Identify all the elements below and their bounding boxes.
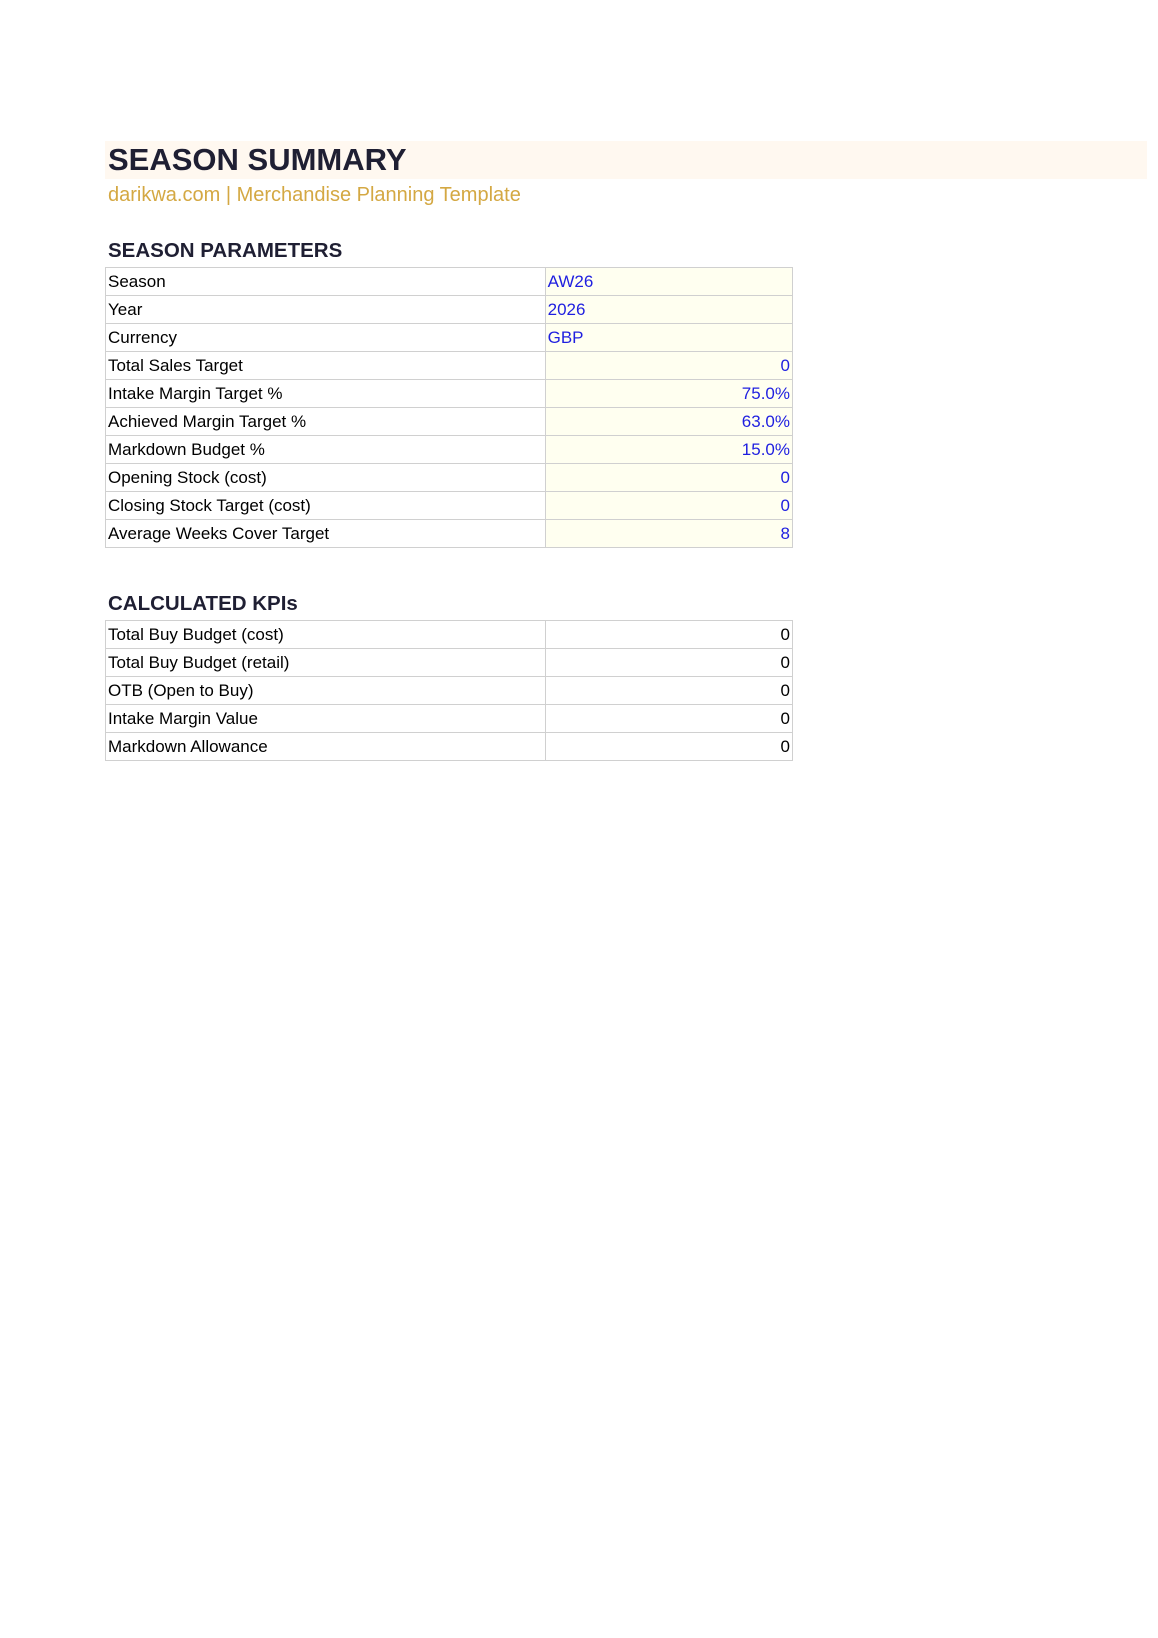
parameter-row	[106, 464, 793, 492]
calculated-kpis-table	[105, 620, 793, 761]
kpi-value-cell: 0	[545, 733, 792, 761]
parameter-row	[106, 436, 793, 464]
kpi-label: Total Buy Budget (cost)	[106, 621, 546, 649]
parameter-row	[106, 520, 793, 548]
parameter-label: Achieved Margin Target %	[106, 408, 546, 436]
parameter-label: Currency	[106, 324, 546, 352]
season-parameters-table	[105, 267, 793, 548]
parameter-input-cell[interactable]: 2026	[545, 296, 792, 324]
parameter-label: Markdown Budget %	[106, 436, 546, 464]
parameter-row	[106, 324, 793, 352]
page-title: SEASON SUMMARY	[108, 142, 407, 177]
parameter-input-cell[interactable]: 8	[545, 520, 792, 548]
parameter-row	[106, 268, 793, 296]
kpi-value-cell: 0	[545, 705, 792, 733]
kpi-value-cell: 0	[545, 677, 792, 705]
parameter-label: Closing Stock Target (cost)	[106, 492, 546, 520]
parameter-label: Year	[106, 296, 546, 324]
kpi-row	[106, 677, 793, 705]
parameter-row	[106, 352, 793, 380]
kpi-row	[106, 733, 793, 761]
parameter-row	[106, 380, 793, 408]
season-parameters-heading: SEASON PARAMETERS	[108, 239, 343, 262]
kpi-value-cell: 0	[545, 621, 792, 649]
parameter-label: Opening Stock (cost)	[106, 464, 546, 492]
kpi-row	[106, 705, 793, 733]
parameter-input-cell[interactable]: 15.0%	[545, 436, 792, 464]
parameter-label: Average Weeks Cover Target	[106, 520, 546, 548]
parameter-label: Season	[106, 268, 546, 296]
parameter-input-cell[interactable]: GBP	[545, 324, 792, 352]
kpi-label: Markdown Allowance	[106, 733, 546, 761]
kpi-label: Total Buy Budget (retail)	[106, 649, 546, 677]
kpi-row	[106, 649, 793, 677]
parameter-row	[106, 408, 793, 436]
parameter-input-cell[interactable]: 63.0%	[545, 408, 792, 436]
parameter-input-cell[interactable]: 0	[545, 464, 792, 492]
parameter-input-cell[interactable]: 0	[545, 492, 792, 520]
parameter-row	[106, 296, 793, 324]
kpi-row	[106, 621, 793, 649]
parameter-label: Total Sales Target	[106, 352, 546, 380]
kpi-value-cell: 0	[545, 649, 792, 677]
parameter-input-cell[interactable]: AW26	[545, 268, 792, 296]
parameter-input-cell[interactable]: 75.0%	[545, 380, 792, 408]
parameter-label: Intake Margin Target %	[106, 380, 546, 408]
kpi-label: OTB (Open to Buy)	[106, 677, 546, 705]
parameter-row	[106, 492, 793, 520]
parameter-input-cell[interactable]: 0	[545, 352, 792, 380]
page-subtitle: darikwa.com | Merchandise Planning Template	[108, 184, 521, 206]
kpi-label: Intake Margin Value	[106, 705, 546, 733]
calculated-kpis-heading: CALCULATED KPIs	[108, 592, 298, 615]
